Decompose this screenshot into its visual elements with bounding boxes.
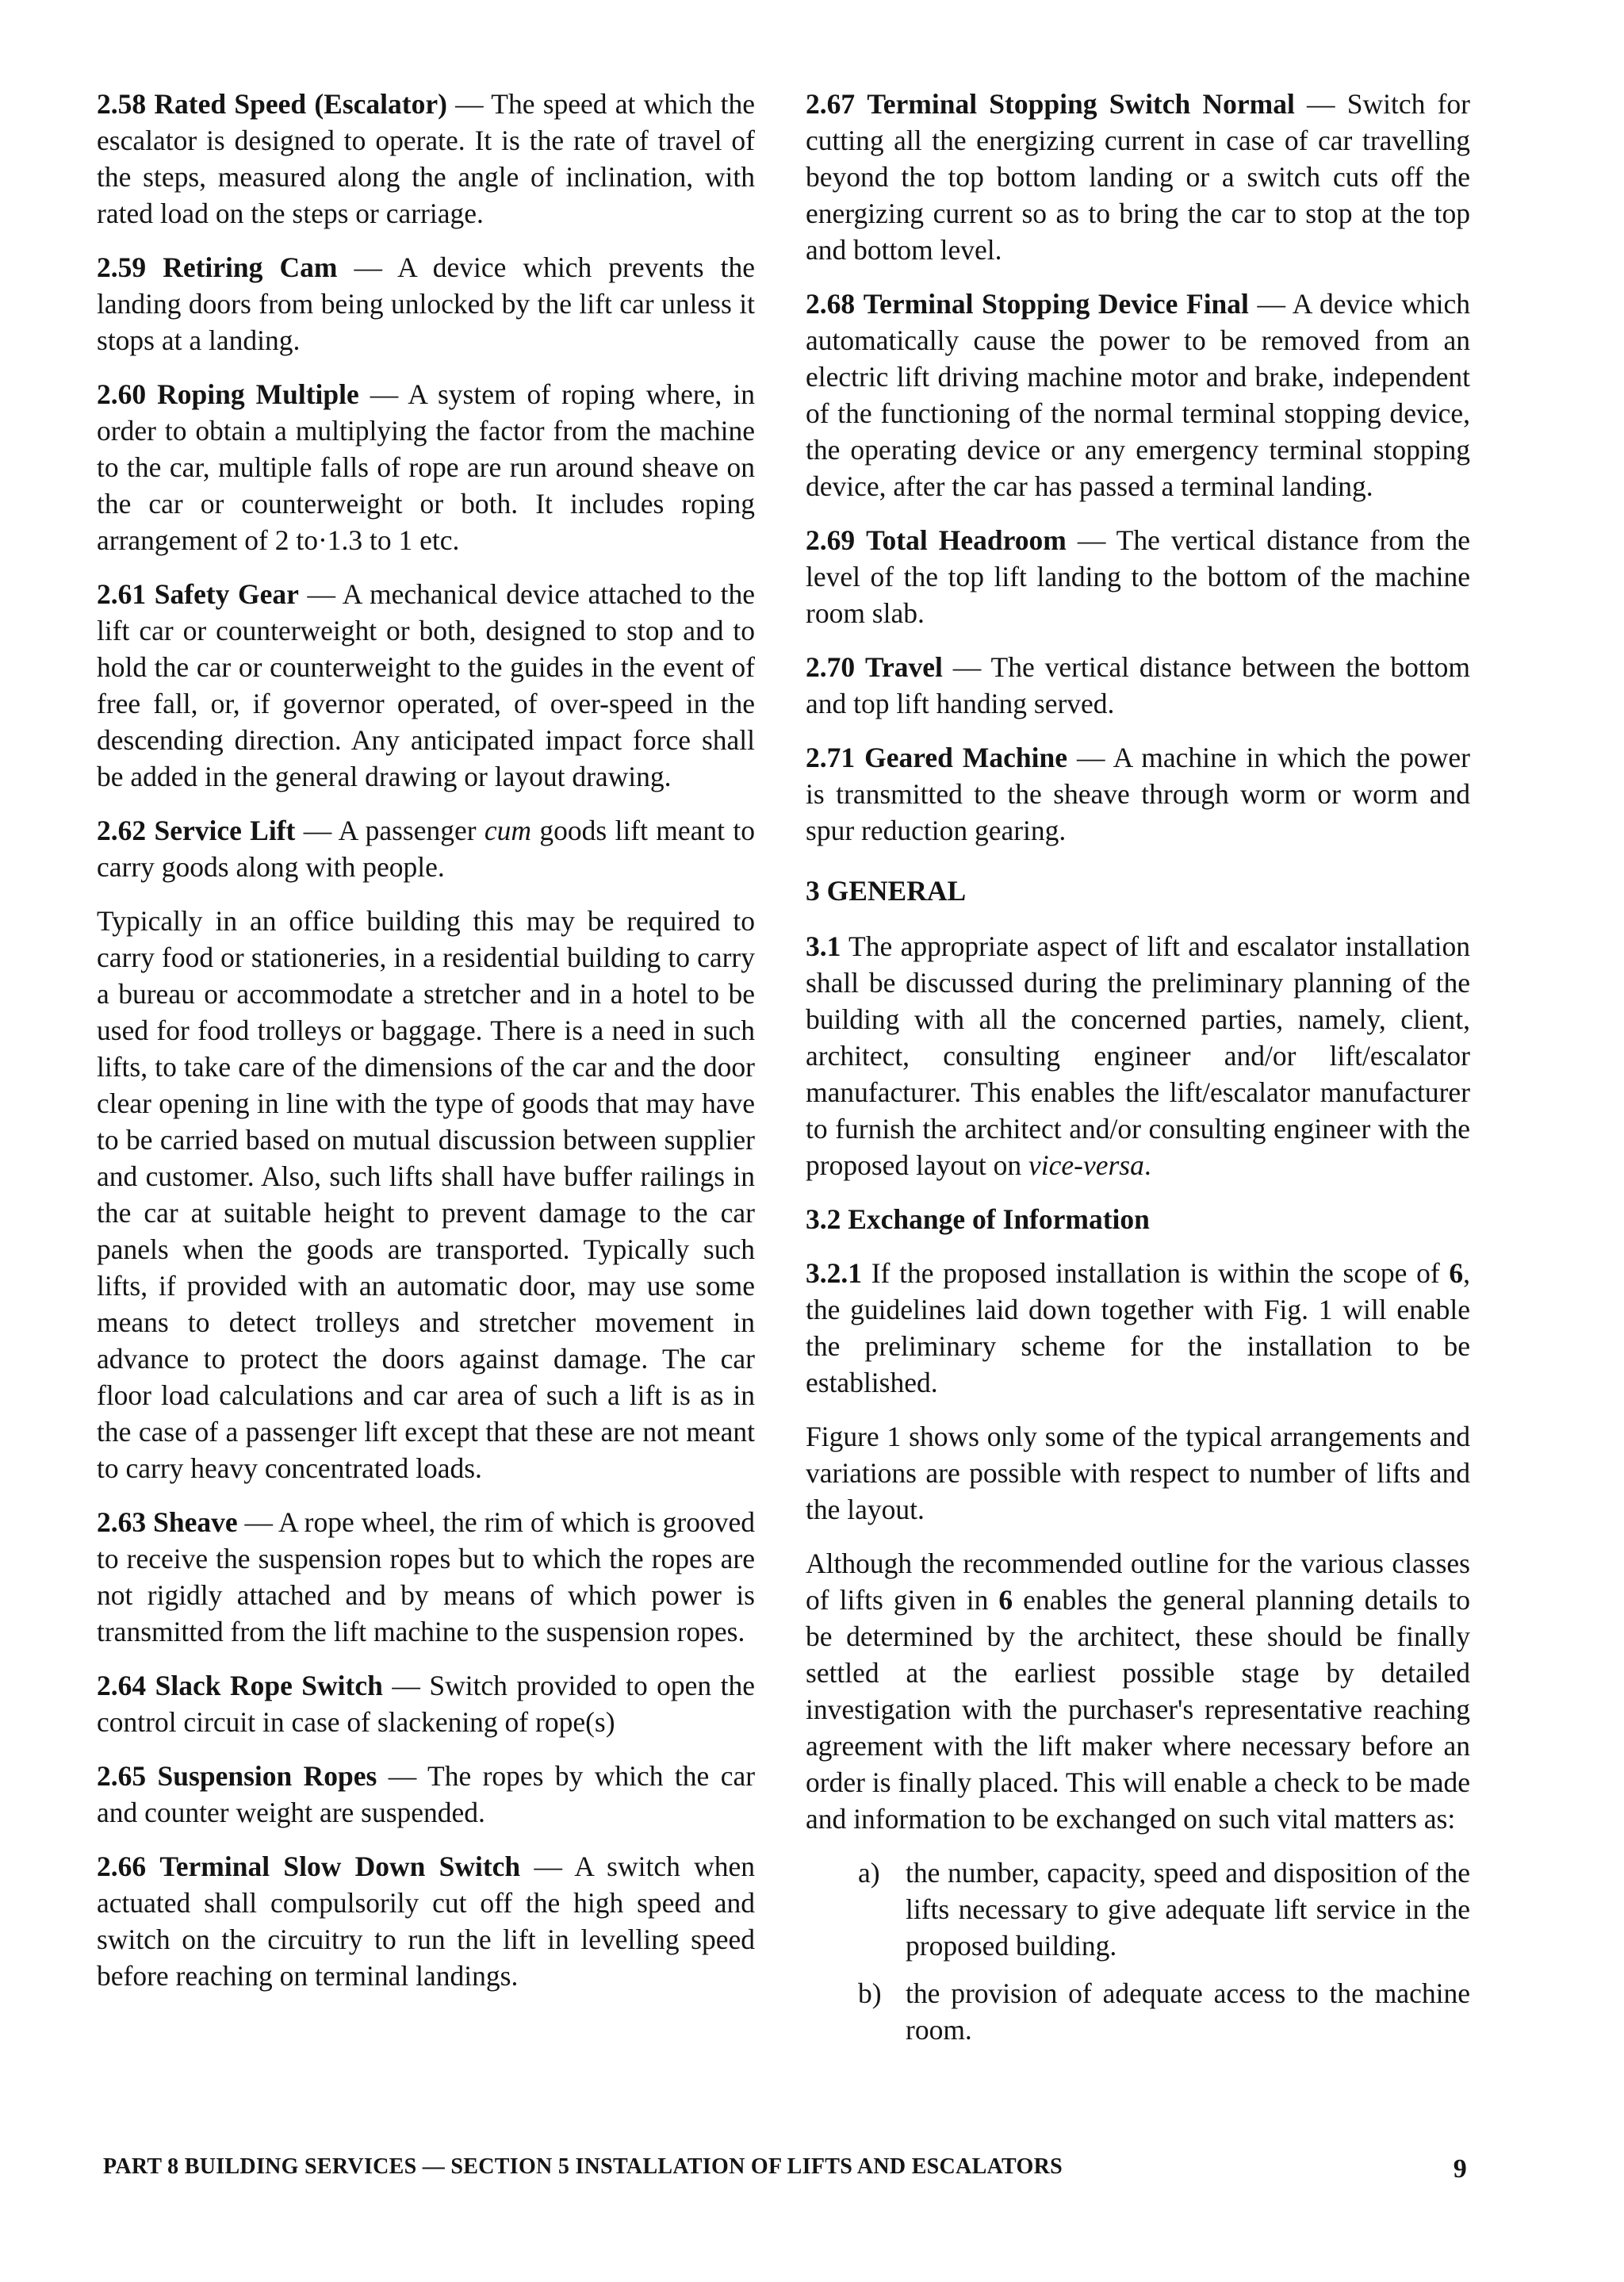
italic-term: cum xyxy=(484,815,532,846)
definition-text: — A system of roping where, in order to obtain a multiplying the factor from the machine to the car, multiple falls of rope are run around sheave on the car or counterweight or both. It includes roping arrangement of 2 to·1.3 to 1 etc. xyxy=(97,378,755,556)
clause-text: , the guidelines laid down together with Fig. 1 will enable the preliminary scheme for the installation to be established. xyxy=(806,1257,1470,1398)
clause-number: 2.65 xyxy=(97,1760,147,1792)
clause-number: 2.58 xyxy=(97,88,147,120)
clause-number: 2.62 xyxy=(97,815,147,846)
clause-number: 2.63 xyxy=(97,1506,147,1538)
definition-2-65 xyxy=(97,1758,755,1831)
clause-number: 3.2.1 xyxy=(806,1257,862,1289)
clause-number: 2.68 xyxy=(806,288,856,320)
definition-text: goods lift meant to carry goods along with people. xyxy=(97,815,755,883)
clause-number: 2.71 xyxy=(806,742,856,773)
term-title: Total Headroom xyxy=(866,524,1067,556)
term-title: Retiring Cam xyxy=(163,251,338,283)
term-title: Roping Multiple xyxy=(157,378,359,410)
footer-title: PART 8 BUILDING SERVICES — SECTION 5 INSTALLATION OF LIFTS AND ESCALATORS xyxy=(103,2154,1063,2179)
term-title: Sheave xyxy=(153,1506,238,1538)
clause-number: 2.61 xyxy=(97,578,147,610)
section-reference: 6 xyxy=(1449,1257,1464,1289)
service-lift-paragraph: Typically in an office building this may be required to carry food or stationeries, in a residential building to carry a bureau or accommodate a stretcher and in a hotel to be used for food trolleys or baggage. There is a need in such lifts, to take care of the dimensions of the car and the door clear opening in line with the type of goods that may have to be carried based on mutual discussion between supplier and customer. Also, such lifts shall have buffer railings in the car at suitable height to prevent damage to the car panels when the goods are transported. Typically such lifts, if provided with an automatic door, may use some means to detect trolleys and stretcher movement in advance to protect the doors against damage. The car floor load calculations and car area of such a lift is as in the case of a passenger lift except that these are not meant to carry heavy concentrated loads. xyxy=(97,905,755,1484)
page-number: 9 xyxy=(1453,2154,1467,2184)
definition-2-58 xyxy=(97,86,755,232)
term-title: Suspension Ropes xyxy=(157,1760,377,1792)
definition-2-71 xyxy=(806,739,1470,849)
term-title: Slack Rope Switch xyxy=(155,1670,383,1701)
although-paragraph xyxy=(806,1545,1470,1837)
subsection-heading-exchange: 3.2 Exchange of Information xyxy=(806,1203,1150,1235)
definition-text: — The vertical distance between the bottom and top lift handing served. xyxy=(806,651,1470,719)
list-marker: a) xyxy=(858,1857,880,1889)
clause-number: 2.66 xyxy=(97,1851,147,1882)
definition-text: — The ropes by which the car and counter weight are suspended. xyxy=(97,1760,756,1828)
clause-number: 2.70 xyxy=(806,651,856,683)
section-heading-general: 3 GENERAL xyxy=(806,875,967,907)
definition-2-64 xyxy=(97,1667,755,1740)
list-item xyxy=(806,1975,1470,2048)
definition-text: — A device which prevents the landing doors from being unlocked by the lift car unless it stops at a landing. xyxy=(97,251,755,356)
definition-text: — Switch for cutting all the energizing current in case of car travelling beyond the top bottom landing or a switch cuts off the energizing current so as to bring the car to stop at the top and bottom level. xyxy=(806,88,1470,266)
paragraph-text: Although the recommended outline for the various classes of lifts given in xyxy=(806,1548,1470,1616)
definition-2-68 xyxy=(806,286,1470,504)
definition-text: — A passenger xyxy=(295,815,485,846)
figure-note-paragraph: Figure 1 shows only some of the typical arrangements and variations are possible with respect to number of lifts and the layout. xyxy=(806,1421,1470,1525)
right-column xyxy=(806,86,1470,2059)
page-footer xyxy=(103,2154,1467,2184)
definition-2-59 xyxy=(97,249,755,359)
clause-number: 2.59 xyxy=(97,251,147,283)
definition-2-67 xyxy=(806,86,1470,268)
left-column xyxy=(97,86,755,2012)
clause-text: . xyxy=(1143,1149,1151,1181)
definition-2-62 xyxy=(97,812,755,885)
term-title: Geared Machine xyxy=(864,742,1068,773)
term-title: Safety Gear xyxy=(154,578,299,610)
definition-text: — A device which automatically cause the power to be removed from an electric lift driving machine motor and brake, independent of the functioning of the normal terminal stopping device, the operating device or any emergency terminal stopping device, after the car has passed a terminal landing. xyxy=(806,288,1471,502)
clause-number: 2.69 xyxy=(806,524,856,556)
definition-text: — A rope wheel, the rim of which is grooved to receive the suspension ropes but to which the ropes are not rigidly attached and by means of which power is transmitted from the lift machine to the suspension ropes. xyxy=(97,1506,755,1647)
definition-text: — The vertical distance from the level of the top lift landing to the bottom of the machine room slab. xyxy=(806,524,1471,629)
list-marker: b) xyxy=(858,1977,882,2009)
term-title: Travel xyxy=(865,651,943,683)
list-item-text: the number, capacity, speed and disposition of the lifts necessary to give adequate lift service in the proposed building. xyxy=(906,1857,1470,1962)
term-title: Service Lift xyxy=(154,815,296,846)
definition-2-61 xyxy=(97,576,755,795)
list-item-text: the provision of adequate access to the machine room. xyxy=(906,1977,1470,2046)
term-title: Terminal Stopping Switch Normal xyxy=(867,88,1295,120)
clause-3-2-1 xyxy=(806,1255,1470,1401)
definition-2-60 xyxy=(97,376,755,558)
definition-2-70 xyxy=(806,649,1470,722)
definition-text: — A machine in which the power is transmitted to the sheave through worm or worm and spur reduction gearing. xyxy=(806,742,1471,846)
list-item xyxy=(806,1854,1470,1964)
section-reference: 6 xyxy=(998,1584,1013,1616)
term-title: Rated Speed (Escalator) xyxy=(154,88,447,120)
clause-number: 2.60 xyxy=(97,378,147,410)
clause-text: The appropriate aspect of lift and escalator installation shall be discussed during the preliminary planning of the building with all the concerned parties, namely, client, architect, consulting engineer and/or lift/escalator manufacturer. This enables the lift/escalator manufacturer to furnish the architect and/or consulting engineer with the proposed layout on xyxy=(806,930,1470,1181)
clause-number: 2.67 xyxy=(806,88,856,120)
definition-text: — Switch provided to open the control circuit in case of slackening of rope(s) xyxy=(97,1670,756,1738)
definition-2-69 xyxy=(806,522,1470,631)
term-title: Terminal Stopping Device Final xyxy=(863,288,1249,320)
definition-2-66 xyxy=(97,1848,755,1994)
definition-text: — A switch when actuated shall compulsorily cut off the high speed and switch on the circuitry to run the lift in levelling speed before reaching on terminal landings. xyxy=(97,1851,755,1992)
paragraph-text: enables the general planning details to be determined by the architect, these should be finally settled at the earliest possible stage by detailed investigation with the purchaser's representative reaching agreement with the lift maker where necessary before an order is finally placed. This will enable a check to be made and information to be exchanged on such vital matters as: xyxy=(806,1584,1470,1835)
definition-text: — A mechanical device attached to the lift car or counterweight or both, designed to stop and to hold the car or counterweight to the guides in the event of free fall, or, if governor operated, of over-speed in the descending direction. Any anticipated impact force shall be added in the general drawing or layout drawing. xyxy=(97,578,755,792)
definition-text: — The speed at which the escalator is designed to operate. It is the rate of travel of the steps, measured along the angle of inclination, with rated load on the steps or carriage. xyxy=(97,88,755,229)
italic-term: vice-versa xyxy=(1028,1149,1144,1181)
clause-3-1 xyxy=(806,928,1470,1183)
term-title: Terminal Slow Down Switch xyxy=(159,1851,521,1882)
clause-number: 3.1 xyxy=(806,930,841,962)
clause-number: 2.64 xyxy=(97,1670,147,1701)
clause-text: If the proposed installation is within the scope of xyxy=(862,1257,1450,1289)
definition-2-63 xyxy=(97,1504,755,1650)
